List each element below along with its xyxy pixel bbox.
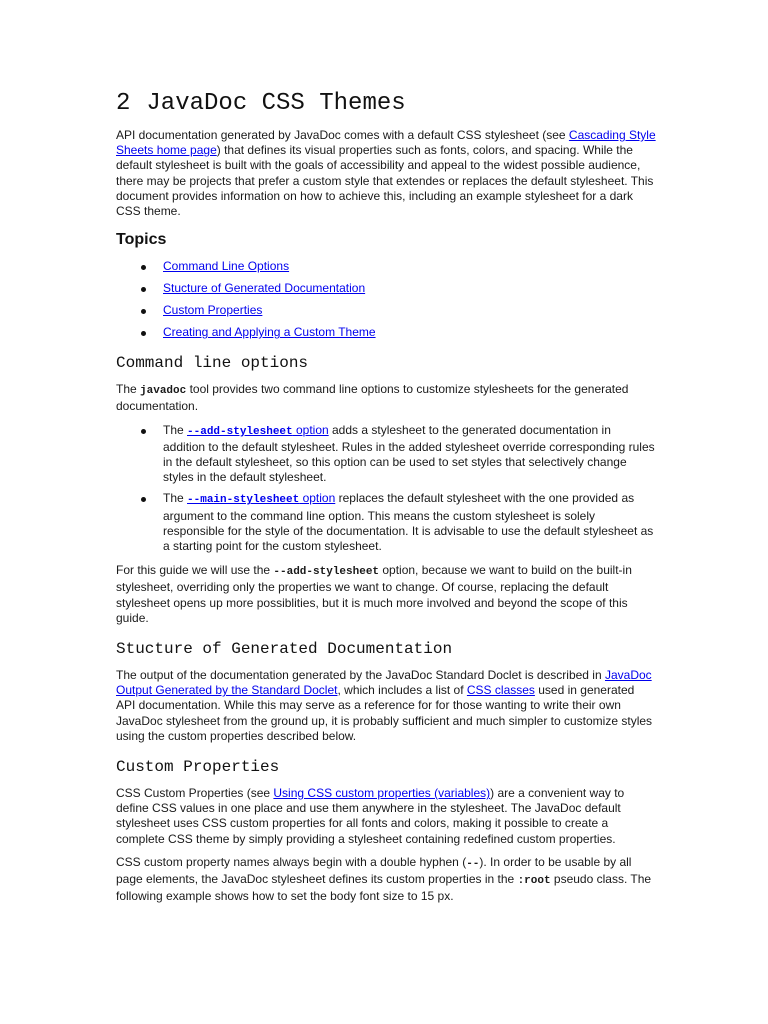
css-home-link[interactable]: Cascading Style Sheets home page	[116, 128, 656, 158]
options-list	[116, 423, 656, 555]
structure-paragraph: The output of the documentation generated by the JavaDoc Standard Doclet is described in JavaDoc Output Generated by the Standard Doclet, which includes a list of CSS classes used in generated API documentation. While this may serve as a reference for for those wanting to write their own JavaDoc stylesheet from the ground up, it is probably sufficient and much simpler to customize styles using the custom properties described below.	[116, 668, 653, 743]
command-line-intro: The javadoc tool provides two command line options to customize stylesheets for the generated documentation.	[116, 382, 629, 414]
root-code: :root	[517, 875, 551, 888]
custom-property-names-paragraph: CSS custom property names always begin with a double hyphen (--). In order to be usable by all page elements, the JavaDoc stylesheet defines its custom properties in the :root pseudo class. The following example shows how to set the body font size to 15 px.	[116, 854, 652, 904]
topics-list	[116, 259, 656, 340]
main-stylesheet-option-link[interactable]: --main-stylesheet option	[187, 491, 336, 507]
topic-link-structure[interactable]: Stucture of Generated Documentation	[163, 281, 366, 296]
page-title	[116, 88, 656, 120]
css-classes-link[interactable]: CSS classes	[466, 683, 535, 698]
bullet-icon	[141, 265, 146, 270]
javadoc-output-link[interactable]: JavaDoc Output Generated by the Standard Doclet	[116, 668, 652, 698]
structure-heading: Stucture of Generated Documentation	[116, 640, 453, 659]
list-item	[116, 259, 656, 274]
chapter-number: 2	[116, 90, 131, 117]
topic-link-command-line[interactable]: Command Line Options	[163, 259, 290, 274]
topic-link-custom-theme[interactable]: Creating and Applying a Custom Theme	[163, 325, 376, 340]
document-page	[116, 88, 656, 913]
list-item: The --add-stylesheet option adds a stylesheet to the generated documentation in addition to the default stylesheet. Rules in the added stylesheet override corresponding rules in the default stylesheet, so this option can be used to set styles that selectively change styles in the default stylesheet.	[116, 423, 656, 486]
guide-paragraph: For this guide we will use the --add-stylesheet option, because we want to build on the built-in stylesheet, overriding only the properties we want to change. Of course, replacing the default stylesheet opens up more possiblities, but it is much more involved and beyond the scope of this guide.	[116, 563, 632, 625]
bullet-icon	[141, 429, 146, 434]
list-item	[116, 325, 656, 340]
topics-heading: Topics	[116, 231, 167, 249]
list-item	[116, 281, 656, 296]
javadoc-code: javadoc	[140, 385, 187, 398]
bullet-icon	[141, 309, 146, 314]
add-stylesheet-code: --add-stylesheet	[273, 566, 380, 579]
list-item	[116, 303, 656, 318]
add-stylesheet-option-link[interactable]: --add-stylesheet option	[187, 422, 329, 438]
bullet-icon	[141, 331, 146, 336]
command-line-heading: Command line options	[116, 354, 309, 373]
bullet-icon	[141, 287, 146, 292]
double-hyphen-code: --	[466, 857, 480, 870]
list-item: The --main-stylesheet option replaces the default stylesheet with the one provided as argument to the command line option. This means the custom stylesheet is solely responsible for the style of the documentation. It is advisable to use the default stylesheet as a starting point for the custom stylesheet.	[116, 491, 656, 554]
custom-properties-paragraph: CSS Custom Properties (see Using CSS custom properties (variables)) are a convenient way to define CSS values in one place and use them anywhere in the stylesheet. The JavaDoc default stylesheet uses CSS custom properties for all fonts and colors, making it possible to create a complete CSS theme by simply providing a stylesheet containing redefined custom properties.	[116, 786, 625, 846]
custom-properties-heading: Custom Properties	[116, 758, 280, 777]
bullet-icon	[141, 497, 146, 502]
topic-link-custom-properties[interactable]: Custom Properties	[163, 303, 263, 318]
intro-paragraph: API documentation generated by JavaDoc comes with a default CSS stylesheet (see Cascading Style Sheets home page) that defines its visual properties such as fonts, colors, and spacing. While the default stylesheet is built with the goals of accessibility and appeal to the widest possible audience, there may be projects that prefer a custom style that extendes or replaces the default stylesheet. This document provides information on how to achieve this, including an example stylesheet for a dark CSS theme.	[116, 128, 656, 219]
css-variables-link[interactable]: Using CSS custom properties (variables)	[273, 786, 491, 801]
chapter-title: JavaDoc CSS Themes	[146, 90, 406, 117]
